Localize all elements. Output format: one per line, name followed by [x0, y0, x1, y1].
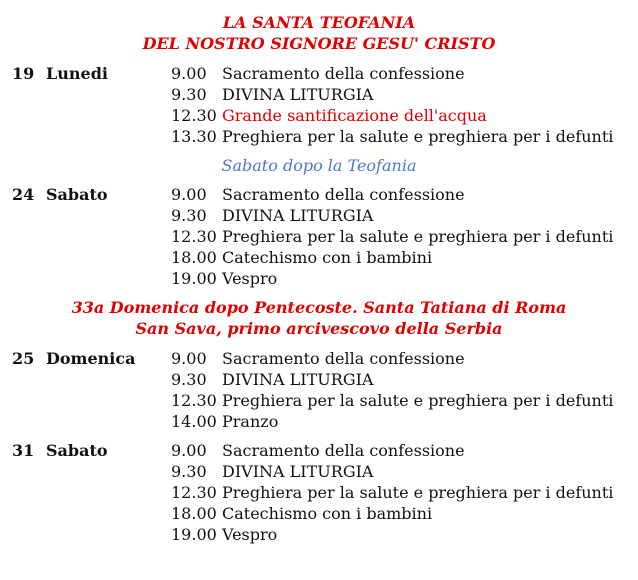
day-name: Domenica — [46, 349, 136, 368]
schedule-row — [171, 440, 465, 461]
schedule-row — [171, 226, 613, 247]
schedule-row — [171, 105, 487, 126]
event-time: 19.00 — [171, 525, 217, 544]
event-desc: Preghiera per la salute e preghiera per i defunti — [222, 391, 614, 410]
heading-pentecost-line-1: 33a Domenica dopo Pentecoste. Santa Tatiana di Roma — [71, 298, 567, 317]
event-desc: Sacramento della confessione — [222, 441, 465, 460]
schedule-row — [171, 84, 373, 105]
event-desc: Pranzo — [222, 412, 279, 431]
day-name: Lunedi — [46, 64, 108, 83]
event-time: 12.30 — [171, 391, 217, 410]
event-desc: DIVINA LITURGIA — [222, 462, 374, 481]
event-time: 18.00 — [171, 248, 217, 267]
day-header — [12, 348, 135, 369]
schedule-row — [171, 524, 277, 545]
schedule-row — [171, 390, 613, 411]
event-desc: Catechismo con i bambini — [222, 504, 433, 523]
event-time: 12.30 — [171, 483, 217, 502]
schedule-row — [171, 411, 278, 432]
day-number: 24 — [12, 185, 35, 204]
event-desc: DIVINA LITURGIA — [222, 206, 374, 225]
day-header — [12, 63, 108, 84]
event-time: 13.30 — [171, 127, 217, 146]
schedule-row — [171, 369, 373, 390]
event-time: 19.00 — [171, 269, 217, 288]
schedule-row — [171, 247, 432, 268]
event-desc: Preghiera per la salute e preghiera per i defunti — [222, 227, 614, 246]
event-time: 9.00 — [171, 64, 207, 83]
event-desc: Vespro — [222, 269, 278, 288]
day-number: 31 — [12, 441, 35, 460]
day-number: 25 — [12, 349, 35, 368]
event-time: 9.30 — [171, 462, 207, 481]
schedule-row — [171, 268, 277, 289]
event-desc: Catechismo con i bambini — [222, 248, 433, 267]
event-time: 9.00 — [171, 185, 207, 204]
event-desc-highlighted: Grande santificazione dell'acqua — [222, 106, 487, 125]
event-desc: Preghiera per la salute e preghiera per i defunti — [222, 127, 614, 146]
schedule-row — [171, 482, 613, 503]
day-name: Sabato — [46, 185, 108, 204]
event-time: 9.30 — [171, 370, 207, 389]
title-line-2: DEL NOSTRO SIGNORE GESU' CRISTO — [142, 34, 496, 53]
day-header — [12, 184, 108, 205]
event-time: 14.00 — [171, 412, 217, 431]
subtitle-teofania: Sabato dopo la Teofania — [221, 156, 417, 175]
schedule-row — [171, 63, 465, 84]
day-name: Sabato — [46, 441, 108, 460]
event-time: 9.30 — [171, 85, 207, 104]
event-desc: Sacramento della confessione — [222, 185, 465, 204]
title-line-1: LA SANTA TEOFANIA — [222, 13, 416, 32]
event-time: 9.30 — [171, 206, 207, 225]
event-time: 12.30 — [171, 106, 217, 125]
event-desc: Sacramento della confessione — [222, 64, 465, 83]
heading-pentecost-line-2: San Sava, primo arcivescovo della Serbia — [135, 319, 503, 338]
event-time: 9.00 — [171, 349, 207, 368]
event-time: 18.00 — [171, 504, 217, 523]
schedule-row — [171, 461, 373, 482]
day-header — [12, 440, 108, 461]
event-desc: DIVINA LITURGIA — [222, 370, 374, 389]
schedule-row — [171, 503, 432, 524]
schedule-row — [171, 184, 465, 205]
event-time: 9.00 — [171, 441, 207, 460]
event-desc: Preghiera per la salute e preghiera per i defunti — [222, 483, 614, 502]
schedule-row — [171, 205, 373, 226]
event-desc: DIVINA LITURGIA — [222, 85, 374, 104]
event-time: 12.30 — [171, 227, 217, 246]
event-desc: Sacramento della confessione — [222, 349, 465, 368]
schedule-row — [171, 348, 465, 369]
day-number: 19 — [12, 64, 35, 83]
event-desc: Vespro — [222, 525, 278, 544]
schedule-row — [171, 126, 613, 147]
